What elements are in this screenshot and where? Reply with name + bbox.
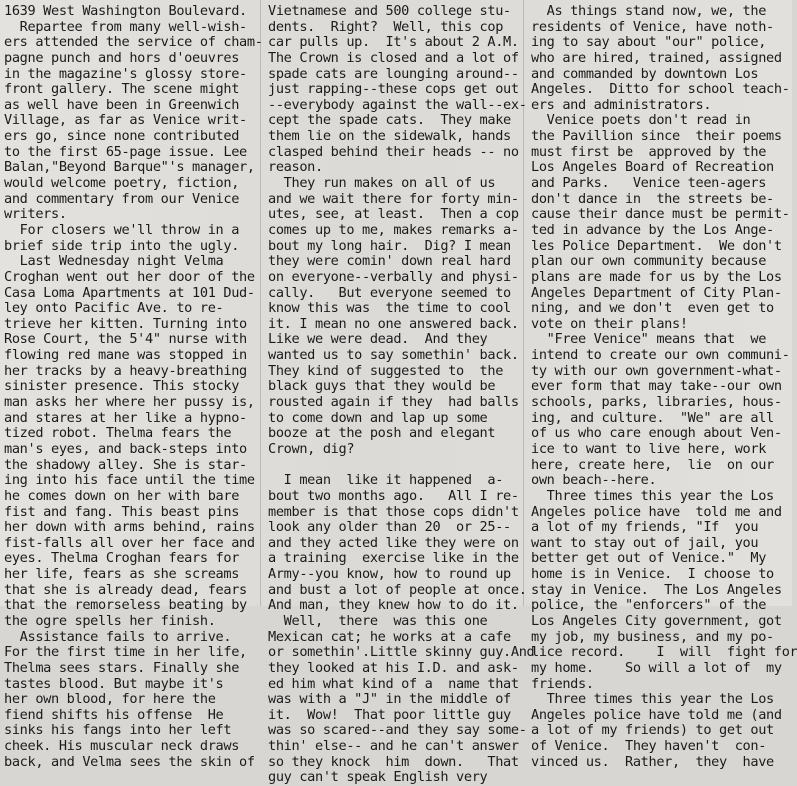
text-line: just rapping--these cops get out [268,81,519,98]
text-line: ice to want to live here, work [531,440,767,457]
text-line: Crown, dig? [268,440,355,457]
text-line: Balan,"Beyond Barque"'s manager, [4,159,255,176]
text-line: and stares at her like a hypno- [4,409,247,426]
text-line: sinister presence. This stocky [4,378,240,395]
text-line: utes, see, at least. Then a cop [268,206,519,223]
text-line: pagne punch and hors d'oeuvres [4,49,240,66]
text-line: they looked at his I.D. and ask- [268,659,519,676]
text-line: Assistance fails to arrive. [4,628,232,645]
text-line: it. Wow! That poor little guy [268,706,511,723]
text-line: ted in advance by the Los Ange- [531,221,774,238]
text-line: Los Angeles City government, got [531,612,782,629]
text-line: would welcome poetry, fiction, [4,175,240,192]
text-line: flowing red mane was stopped in [4,347,247,364]
text-line: her life, fears as she screams [4,566,240,583]
text-line: to the first 65-page issue. Lee [4,143,247,160]
text-line: les Police Department. We don't [531,237,782,254]
text-line: cally. But everyone seemed to [268,284,511,301]
text-line: her tracks by a heavy-breathing [4,362,247,379]
text-line: front gallery. The scene might [4,81,240,98]
text-line: they were comin' down real hard [268,253,511,270]
text-line: And man, they knew how to do it. [268,597,519,614]
text-line: car pulls up. It's about 2 A.M. [268,34,519,51]
text-line: residents of Venice, have noth- [531,18,774,35]
text-line: Vietnamese and 500 college stu- [268,3,511,19]
text-line: Croghan went out her door of the [4,268,255,285]
text-line: ley onto Pacific Ave. to re- [4,300,224,317]
text-line: fist-falls all over her face and [4,534,255,551]
text-line: and commentary from our Venice [4,190,240,207]
text-line: own beach--here. [531,472,657,489]
text-line: The Crown is closed and a lot of [268,49,519,66]
text-line: that the remorseless beating by [4,597,247,614]
text-line: brief side trip into the ugly. [4,237,240,254]
text-line: the Pavillion since their poems [531,128,782,145]
text-line: They kind of suggested to the [268,362,504,379]
text-line: tastes blood. But maybe it's [4,675,224,692]
text-line: ing to say about "our" police, [531,34,767,51]
text-line: trieve her kitten. Turning into [4,315,247,332]
text-line: was with a "J" in the middle of [268,691,511,708]
text-line: so they knock him down. That [268,753,519,770]
text-line: I mean like it happened a- [268,472,504,489]
text-line: ing, and culture. "We" are all [531,409,774,426]
text-line: Repartee from many well-wish- [4,18,247,35]
text-line: Thelma sees stars. Finally she [4,659,240,676]
text-line: cause their dance must be permit- [531,206,790,223]
text-line: Angeles police have told me (and [531,706,782,723]
text-line: my home. So will a lot of my [531,659,782,676]
text-line: "Free Venice" means that we [531,331,767,348]
text-line: 1639 West Washington Boulevard. [4,3,247,19]
text-line: guy can't speak English very [268,769,488,786]
text-line [268,458,515,474]
text-line: writers. [4,206,67,223]
text-line: Village, as far as Venice writ- [4,112,247,129]
text-line: --everybody against the wall--ex- [268,96,527,113]
text-line: or somethin'.Little skinny guy.And [268,644,535,661]
text-line: home is in Venice. I choose to [531,566,774,583]
text-line: eyes. Thelma Croghan fears for [4,550,240,567]
text-line: cept the spade cats. They make [268,112,511,129]
text-line: who are hired, trained, assigned [531,49,782,66]
text-line: my job, my business, and my po- [531,628,774,645]
text-line: the shadowy alley. She is star- [4,456,247,473]
text-line: member is that those cops didn't [268,503,519,520]
text-line: reason. [268,159,323,176]
text-line: ed him what kind of a name that [268,675,519,692]
text-line: wanted us to say somethin' back. [268,347,519,364]
text-column-middle [268,3,535,786]
text-line: must first be approved by the [531,143,767,160]
text-line: For the first time in her life, [4,644,247,661]
text-line: and bust a lot of people at once. [268,581,527,598]
text-line: and they acted like they were on [268,534,519,551]
column-gutter-right [523,0,524,606]
text-line: For closers we'll throw in a [4,221,240,238]
text-line: and we wait there for forty min- [268,190,519,207]
text-line: thin' else-- and he can't answer [268,738,519,755]
text-line: Angeles. Ditto for school teach- [531,81,790,98]
text-line: booze at the posh and elegant [268,425,496,442]
text-line: want to stay out of jail, you [531,534,759,551]
text-line: ers and administrators. [531,96,712,113]
text-line: don't dance in the streets be- [531,190,774,207]
text-line: in the magazine's glossy store- [4,65,247,82]
text-line: Los Angeles Board of Recreation [531,159,774,176]
text-line: bout two months ago. All I re- [268,487,519,504]
text-line: ever form that may take--our own [531,378,782,395]
text-line: plans are made for us by the Los [531,268,782,285]
text-line: tized robot. Thelma fears the [4,425,232,442]
text-line: fiend shifts his offense He [4,706,224,723]
text-line: cheek. His muscular neck draws [4,738,240,755]
text-line: comes up to me, makes remarks a- [268,221,519,238]
text-line: They run makes on all of us [268,175,496,192]
text-line: ing into his face until the time [4,472,255,489]
text-line: that she is already dead, fears [4,581,247,598]
text-line: clasped behind their heads -- no [268,143,519,160]
text-line: sinks his fangs into her left [4,722,232,739]
text-line: Army--you know, how to round up [268,566,511,583]
text-line: of Venice. They haven't con- [531,738,767,755]
text-line: on everyone--verbally and physi- [268,268,519,285]
text-column-right [531,3,797,770]
text-line: black guys that they would be [268,378,496,395]
text-line: as well have been in Greenwich [4,96,240,113]
text-line: plan our own community because [531,253,767,270]
text-line: Last Wednesday night Velma [4,253,224,270]
text-line: Angeles police have told me and [531,503,782,520]
text-line: look any older than 20 or 25-- [268,519,511,536]
text-line: ers go, since none contributed [4,128,240,145]
text-line: the ogre spells her finish. [4,612,216,629]
text-line: a lot of my friends) to get out [531,722,774,739]
text-line: a lot of my friends, "If you [531,519,759,536]
text-line: fist and fang. This beast pins [4,503,240,520]
text-line: it. I mean no one answered back. [268,315,519,332]
text-line: better get out of Venice." My [531,550,767,567]
text-line: intend to create our own communi- [531,347,790,364]
text-line: a training exercise like in the [268,550,519,567]
text-line: back, and Velma sees the skin of [4,753,255,770]
text-line: Three times this year the Los [531,487,774,504]
text-line: Mexican cat; he works at a cafe [268,628,511,645]
text-line: Venice poets don't read in [531,112,751,129]
column-gutter-left [260,0,261,606]
text-line: know this was the time to cool [268,300,511,317]
text-line: Three times this year the Los [531,691,774,708]
text-line: police, the "enforcers" of the [531,597,767,614]
text-line: friends. [531,675,594,692]
text-line: her down with arms behind, rains [4,519,255,536]
text-line: and Parks. Venice teen-agers [531,175,767,192]
text-line: Angeles Department of City Plan- [531,284,782,301]
text-line: man asks her where her pussy is, [4,394,255,411]
text-line: vinced us. Rather, they have [531,753,774,770]
text-line: ning, and we don't even get to [531,300,774,317]
text-line: lice record. I will fight for [531,644,797,661]
text-line: bout my long hair. Dig? I mean [268,237,511,254]
text-line: them lie on the sidewalk, hands [268,128,511,145]
text-line: here, create here, lie on our [531,456,774,473]
text-line: Well, there was this one [268,612,488,629]
text-line: Casa Loma Apartments at 101 Dud- [4,284,255,301]
text-line: Like we were dead. And they [268,331,488,348]
text-line: vote on their plans! [531,315,688,332]
text-line: rousted again if they had balls [268,394,519,411]
text-line: man's eyes, and back-steps into [4,440,247,457]
text-line: spade cats are lounging around-- [268,65,519,82]
text-line: ers attended the service of cham- [4,34,263,51]
text-line: dents. Right? Well, this cop [268,18,504,35]
text-line: her own blood, for here the [4,691,216,708]
text-line: stay in Venice. The Los Angeles [531,581,782,598]
text-line: ty with our own government-what- [531,362,782,379]
text-line: to come down and lap up some [268,409,488,426]
text-line: Rose Court, the 5'4" nurse with [4,331,247,348]
text-line: schools, parks, libraries, hous- [531,394,782,411]
text-column-left [4,3,263,770]
text-line: he comes down on her with bare [4,487,240,504]
text-line: was so scared--and they say some- [268,722,527,739]
text-line: of us who care enough about Ven- [531,425,782,442]
text-line: As things stand now, we, the [531,3,767,19]
text-line: and commanded by downtown Los [531,65,759,82]
